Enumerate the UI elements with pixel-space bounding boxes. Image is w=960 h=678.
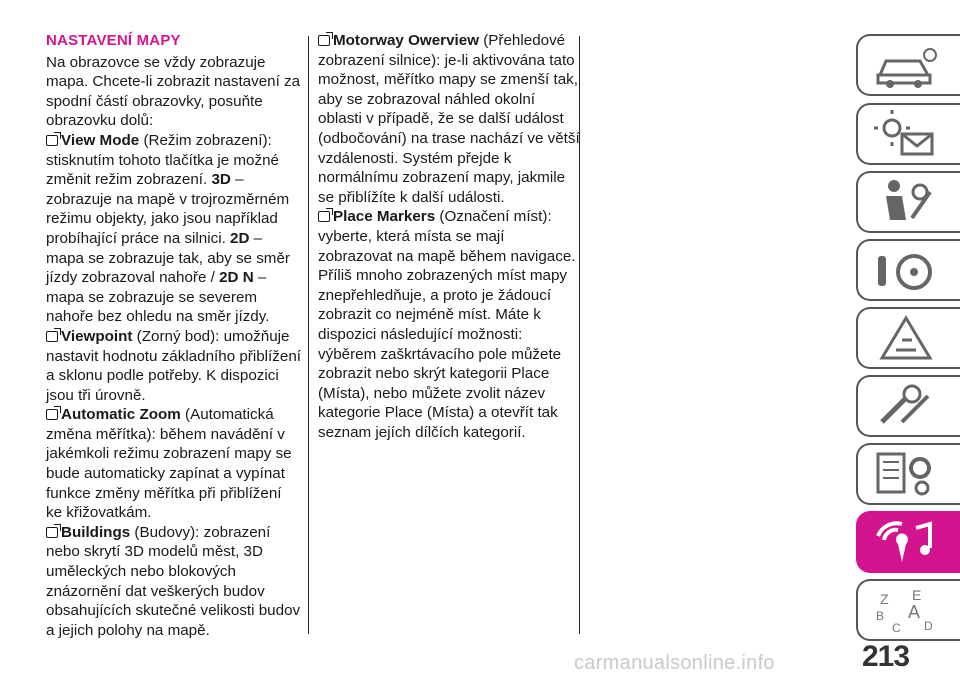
svg-text:A: A <box>908 602 921 622</box>
watermark: carmanualsonline.info <box>574 652 775 674</box>
tab-warning-lights[interactable] <box>856 103 960 165</box>
svg-text:E: E <box>912 587 922 603</box>
intro-paragraph: Na obrazovce se vždy zobrazuje mapa. Chcete-li zobrazit nastavení za spodní částí obrazovky, posuňte obrazovku dolů: <box>46 53 301 130</box>
tab-maintenance[interactable] <box>856 375 960 437</box>
tab-car-info[interactable] <box>856 34 960 96</box>
svg-text:C: C <box>892 621 901 635</box>
tab-multimedia[interactable] <box>856 511 960 573</box>
place-markers-item: Place Markers (Označení míst): vyberte, která místa se mají zobrazovat na mapě během navigace. Příliš mnoho zobrazených míst mapy znepřehledňuje, a proto je žádoucí zobrazit co nejméně míst. Máte k dispozici následující možnosti: výběrem zaškrtávacího pole můžete zobrazit nebo skrýt kategorii Place (Místa), nebo můžete zvolit název kategorie Place (Místa) a otevřít tak seznam jejích dílčích kategorií. <box>318 208 576 441</box>
viewpoint-item: Viewpoint (Zorný bod): umožňuje nastavit hodnotu základního přiblížení a sklonu podle potřeby. K dispozici jsou tři úrovně. <box>46 327 301 404</box>
buildings-item: Buildings (Budovy): zobrazení nebo skrytí 3D modelů měst, 3D uměleckých nebo blokových znázornění dat veškerých budov obsahujících skutečné velikosti budov a jejich polohy na mapě. <box>46 523 301 639</box>
maintenance-icon <box>872 382 942 432</box>
safety-airbag-icon <box>872 178 942 228</box>
emergency-icon <box>872 314 942 364</box>
technical-data-icon <box>872 450 942 500</box>
tab-safety[interactable] <box>856 171 960 233</box>
tab-emergency[interactable] <box>856 307 960 369</box>
motorway-overview-item: Motorway Owerview (Přehledové zobrazení silnice): je-li aktivována tato možnost, měřítko mapy se zmenší tak, aby se zobrazoval náhled okolní oblasti v případě, že se další událost (odbočování) na trase nachází ve větší vzdálenosti. Systém přejde k normálnímu zobrazení mapy, jakmile se přiblížíte k další události. <box>318 32 580 206</box>
bullet-icon <box>46 331 58 342</box>
automatic-zoom-item: Automatic Zoom (Automatická změna měřítka): během navádění v jakémkoli režimu zobrazení mapy se bude automaticky zapínat a vypínat funkce změny měřítka při přiblížení ke křižovatkám. <box>46 406 292 522</box>
tab-starting-driving[interactable] <box>856 239 960 301</box>
bullet-icon <box>46 135 58 146</box>
svg-text:Z: Z <box>880 591 889 607</box>
bullet-icon <box>318 35 330 46</box>
tab-index[interactable] <box>856 579 960 641</box>
starting-driving-icon <box>872 246 942 296</box>
index-icon <box>872 586 942 636</box>
svg-text:B: B <box>876 609 885 623</box>
svg-text:D: D <box>924 619 933 633</box>
section-title: NASTAVENÍ MAPY <box>46 32 181 49</box>
car-info-icon <box>872 41 942 91</box>
bullet-icon <box>318 211 330 222</box>
view-mode-item: View Mode (Režim zobrazení): stisknutím tohoto tlačítka je možné změnit režim zobrazení. 3D – zobrazuje na mapě v trojrozměrném režimu objekty, jako jsou například probíhající práce na silnici. 2D – mapa se zobrazuje tak, aby se směr jízdy zobrazoval nahoře / 2D N – mapa se zobrazuje se severem nahoře bez ohledu na směr jízdy. <box>46 131 290 326</box>
bullet-icon <box>46 409 58 420</box>
left-column <box>46 31 301 640</box>
tab-technical-data[interactable] <box>856 443 960 505</box>
multimedia-icon <box>872 518 942 568</box>
column-divider <box>308 36 309 634</box>
bullet-icon <box>46 527 58 538</box>
page-number: 213 <box>862 640 910 673</box>
warning-lights-icon <box>872 110 942 160</box>
right-column <box>318 31 580 442</box>
